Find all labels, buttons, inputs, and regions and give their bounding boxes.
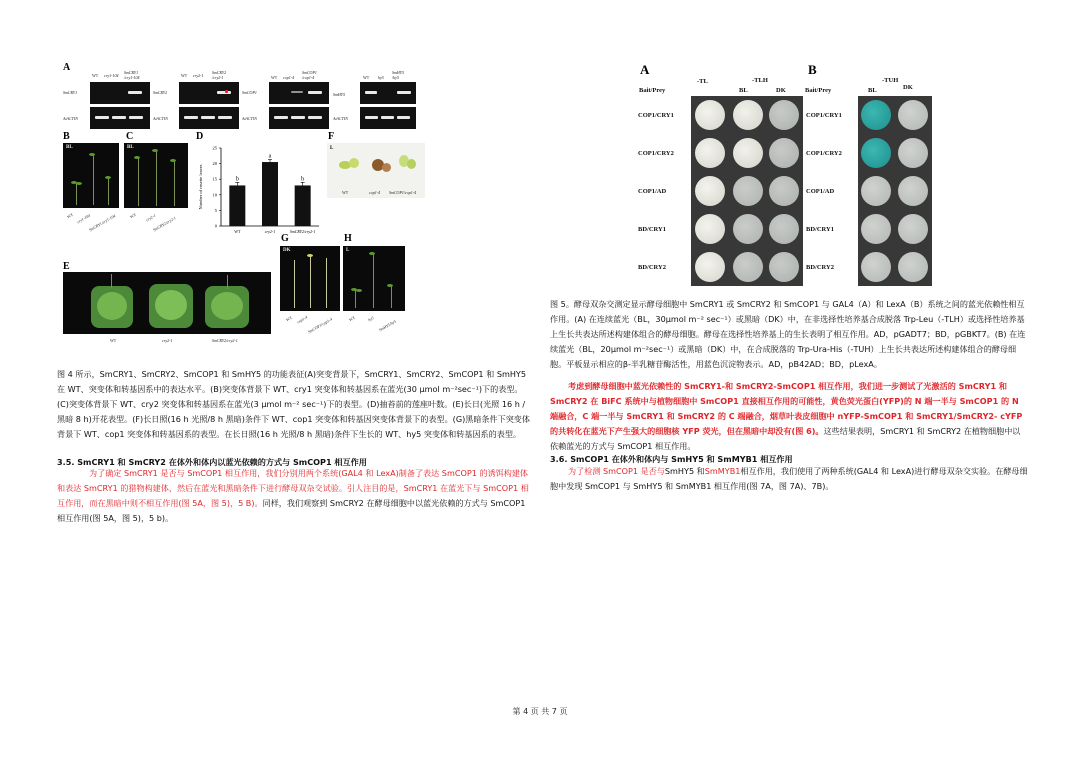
fig5a-plate <box>691 96 803 286</box>
panel-f-caption: SmCOP1/cop1-4 <box>389 190 417 195</box>
section-3-5-red-text: 为了确定 SmCRY1 是否与 SmCOP1 相互作用，我们分别用两个系统(GAL4 和 LexA)制备了表达 SmCOP1 的诱饵构建体和表达 SmCRY1 的猎物构建体，然后在蓝光和黑暗条件下进行酵母双杂交试验。引人注目的是，SmCRY1 在蓝光下与 SmCOP1 相互作用，而在黑暗中则不相互作用(图 5A，图 5)，5 B)。 <box>57 468 529 508</box>
y-tick-label: 15 <box>212 176 217 182</box>
panel-g-caption: WT <box>285 314 293 323</box>
yeast-row-label: BD/CRY2 <box>806 264 834 271</box>
figure-5-caption: 图 5。酵母双杂交测定显示酵母细胞中 SmCRY1 或 SmCRY2 和 SmCOP1 与 GAL4（A）和 LexA（B）系统之间的蓝光依赖性相互作用。(A) 在连续蓝光（BL，30μmol m⁻² sec⁻¹）或黑暗（DK）中，在非选择性培养基合成脱落 Trp-Leu（-TLH）或选择性培养基上生长共表达所述构建体组合的酵母细胞。酵母在选择性培养基上的生长表明了相互作用。AD，pGADT7；BD，pGBKT7。(B) 在连续蓝光（BL，20μmol m⁻²sec⁻¹）或黑暗（DK）中，在合成脱落的 Trp-Ura-His（-TUH）上生长共表达所述构建体组合的酵母细胞。平板显示相应的β-半乳糖苷酶活性，用蓝色沉淀物表示。AD，pB42AD；BD，pLexA。 <box>550 299 1026 369</box>
bar <box>262 162 278 226</box>
yeast-colony <box>695 252 725 282</box>
yeast-colony <box>769 100 799 130</box>
panel-e-letter: E <box>63 261 70 272</box>
yeast-colony <box>769 138 799 168</box>
panel-c-caption: WT <box>129 211 137 220</box>
panel-b-letter: B <box>63 131 70 142</box>
yeast-colony <box>733 176 763 206</box>
section-3-5-black-text: 同样，我们观察到 SmCRY2 在酵母细胞中以蓝光依赖的方式与 SmCOP1 相互作用(图 5A，图 5)，5 b)。 <box>57 498 526 523</box>
yeast-colony <box>769 252 799 282</box>
bifc-paragraph <box>550 379 1028 454</box>
bifc-red-text: 考虑到酵母细胞中蓝光依赖性的 SmCRY1-和 SmCRY2-SmCOP1 相互作用，我们进一步测试了光激活的 SmCRY1 和 SmCRY2 在 BiFC 系统中与植物细胞中 SmCOP1 直接相互作用的可能性，黄色荧光蛋白(YFP)的 N 端一半与 SmCOP1 的 N 端融合，C 端一半与 SmCRY1 和 SmCRY2 的 C 端融合，烟草叶表皮细胞中 nYFP-SmCOP1 和 SmCRY1/SmCRY2- cYFP 的共转化在蓝光下产生强大的细胞核 YFP 荧光，但在黑暗中却没有(图 6)。 <box>550 381 1023 436</box>
panel-f-caption: cop1-4 <box>369 190 381 195</box>
y-tick-label: 25 <box>212 145 217 151</box>
fig5b-plate <box>858 96 932 286</box>
gel-header-comp: SmCRY2 /cry2-1 <box>212 70 227 80</box>
panel-b-caption: WT <box>66 211 74 220</box>
figure-4-caption: 图 4 所示，SmCRY1、SmCRY2、SmCOP1 和 SmHY5 的功能表征(A)突变背景下，SmCRY1、SmCRY2、SmCOP1 和 SmHY5 在 WT、突变体和转基因系中的表达水平。(B)突变体背景下 WT、cry1 突变体和转基因系在蓝光(30 μmol m⁻²sec⁻¹)下的表型。(C)突变体背景下 WT、cry2 突变体和转基因系在蓝光(3 μmol m⁻² sec⁻¹)下的表型。(D)抽苔前的莲座叶数。(E)长日(光照 16 h /黑暗 8 h)开花表型。(F)长日照(16 h 光照/8 h 黑暗)条件下 WT、cop1 突变体和转基因突变体背景下的表型。(G)黑暗条件下突变体背景下 WT、cop1 突变体和转基因系的表型。在长日照(16 h 光照/8 h 黑暗)条件下生长的 WT、hy5 突变体和转基因系的表型。 <box>57 369 530 439</box>
gel-control-label: AtACTIN <box>153 116 168 121</box>
x-tick-label: WT <box>234 229 241 234</box>
panel-h-caption: hy5 <box>367 315 375 323</box>
y-tick-label: 5 <box>214 207 217 213</box>
yeast-colony <box>733 252 763 282</box>
panel-b-caption: SmCRY1/cry1-104 <box>88 213 117 233</box>
gel-control-label: AtACTIN <box>333 116 348 121</box>
yeast-row-label: COP1/CRY2 <box>806 150 842 157</box>
panel-e-caption: cry2-1 <box>162 338 173 343</box>
gel-header-wt: WT <box>92 73 99 78</box>
yeast-colony <box>898 252 928 282</box>
panel-e-caption: WT <box>110 338 117 343</box>
panel-g-light-label: DK <box>283 248 291 253</box>
panel-b-light-label: BL <box>66 145 73 150</box>
gel-control-label: AtACTIN <box>242 116 257 121</box>
yeast-row-label: BD/CRY1 <box>806 226 834 233</box>
yeast-colony <box>861 138 891 168</box>
fig5b-header-dk: DK <box>903 84 913 91</box>
significance-letter: b <box>301 176 305 183</box>
panel-c-letter: C <box>126 131 134 142</box>
gel-image <box>269 82 329 104</box>
yeast-colony <box>861 100 891 130</box>
x-tick-label: SmCRY2/cry2-1 <box>289 229 316 234</box>
yeast-row-label: COP1/AD <box>638 188 667 195</box>
gel-control-label: AtACTIN <box>63 116 78 121</box>
panel-h-light-label: L <box>346 248 350 253</box>
section-3-5-heading: 3.5. SmCRY1 和 SmCRY2 在体外和体内以蓝光依赖的方式与 SmCOP1 相互作用 <box>57 457 367 467</box>
yeast-row-label: BD/CRY2 <box>638 264 666 271</box>
gel-image <box>179 107 239 129</box>
yeast-row-label: COP1/CRY2 <box>638 150 674 157</box>
yeast-colony <box>769 176 799 206</box>
panel-g-letter: G <box>281 233 289 244</box>
panel-g-photo <box>280 246 340 311</box>
gel-image <box>360 107 416 129</box>
panel-c-photo <box>124 143 188 208</box>
fig5b-bait-prey: Bait/Prey <box>805 87 832 94</box>
gel-image <box>179 82 239 104</box>
yeast-colony <box>695 214 725 244</box>
section-3-6-black-1: SmHY5 和 <box>664 466 705 476</box>
gel-header-comp: SmCOP1 /cop1-4 <box>302 70 317 80</box>
panel-d-letter: D <box>196 131 204 142</box>
panel-c-caption: cry2-1 <box>145 212 157 223</box>
gel-header-mut: cop1-4 <box>283 75 295 80</box>
significance-letter: b <box>235 176 239 183</box>
gel-gene-label: SmHY5 <box>333 92 346 97</box>
fig5-panel-b-letter: B <box>808 62 817 77</box>
gel-image <box>269 107 329 129</box>
panel-e-photo <box>63 272 271 334</box>
fig5a-header-tl: -TL <box>697 78 708 85</box>
panel-c-caption: SmCRY2/cry2-1 <box>152 215 177 233</box>
page-number: 第 4 页 共 7 页 <box>512 707 568 716</box>
yeast-colony <box>898 138 928 168</box>
section-3-6-red-1: 为了检测 SmCOP1 是否与 <box>568 466 665 476</box>
gel-header-wt: WT <box>181 73 188 78</box>
yeast-colony <box>769 214 799 244</box>
section-3-6-body <box>550 464 1028 494</box>
y-tick-label: 10 <box>212 192 217 198</box>
section-3-6-red-2: SmMYB1 <box>704 466 741 476</box>
yeast-colony <box>695 138 725 168</box>
fig5-panel-a-letter: A <box>640 62 650 77</box>
panel-h-photo <box>343 246 405 311</box>
bifc-black-text: 这些结果表明，SmCRY1 和 SmCRY2 在植物细胞中以依赖蓝光的方式与 SmCOP1 相互作用。 <box>550 426 1021 451</box>
panel-a-letter: A <box>63 62 71 73</box>
fig5a-header-dk: DK <box>776 87 786 94</box>
fig5b-header-tuh: -TUH <box>882 77 899 84</box>
yeast-colony <box>733 214 763 244</box>
section-3-6-black-2: 相互作用，我们使用了两种系统(GAL4 和 LexA)进行酵母双杂交实验。在酵母细胞中发现 SmCOP1 与 SmHY5 和 SmMYB1 相互作用(图 7A，图 7A)、7B)。 <box>550 466 1028 491</box>
gel-header-comp: SmCRY1 /cry1-104 <box>124 70 140 80</box>
panel-d-chart <box>193 140 328 240</box>
gel-gene-label: SmCRY2 <box>153 90 168 95</box>
bar <box>229 185 245 226</box>
section-3-6-heading: 3.6. SmCOP1 在体外和体内与 SmHY5 和 SmMYB1 相互作用 <box>550 454 793 464</box>
fig5a-header-bl: BL <box>739 87 748 94</box>
panel-e-caption: SmCRY2/cry2-1 <box>212 338 238 343</box>
panel-b-photo <box>63 143 119 208</box>
panel-f-letter: F <box>328 131 335 142</box>
yeast-colony <box>695 176 725 206</box>
yeast-colony <box>733 138 763 168</box>
bar <box>295 185 311 226</box>
panel-h-caption: WT <box>348 314 356 323</box>
gel-image <box>90 82 150 104</box>
yeast-row-label: COP1/AD <box>806 188 835 195</box>
gel-header-wt: WT <box>271 75 278 80</box>
panel-h-letter: H <box>344 233 352 244</box>
section-3-5-body <box>57 466 533 526</box>
gel-image <box>90 107 150 129</box>
gel-header-mut: cry1-104 <box>104 73 119 78</box>
panel-g-caption: SmCOP1/cop1-4 <box>307 316 333 335</box>
gel-header-mut: cry2-1 <box>193 73 204 78</box>
yeast-colony <box>898 176 928 206</box>
yeast-colony <box>898 100 928 130</box>
panel-f-light-label: L <box>330 146 334 151</box>
fig5b-header-bl: BL <box>868 87 877 94</box>
panel-c-light-label: BL <box>127 145 134 150</box>
gel-header-comp: SmHY5 /hy5 <box>392 70 405 80</box>
yeast-row-label: BD/CRY1 <box>638 226 666 233</box>
significance-letter: a <box>268 153 272 160</box>
yeast-row-label: COP1/CRY1 <box>806 112 842 119</box>
yeast-colony <box>695 100 725 130</box>
y-tick-label: 20 <box>212 161 217 167</box>
fig5a-bait-prey: Bait/Prey <box>639 87 666 94</box>
gel-image <box>360 82 416 104</box>
fig5a-header-tlh: -TLH <box>752 77 768 84</box>
y-axis-label: Number of rosette leaves <box>198 164 203 210</box>
y-tick-label: 0 <box>214 223 217 229</box>
yeast-colony <box>898 214 928 244</box>
yeast-colony <box>733 100 763 130</box>
gel-header-mut: hy5 <box>378 75 384 80</box>
panel-b-caption: cry1-104 <box>76 212 92 225</box>
yeast-colony <box>861 176 891 206</box>
yeast-colony <box>861 252 891 282</box>
gel-gene-label: SmCOP1 <box>242 90 257 95</box>
yeast-row-label: COP1/CRY1 <box>638 112 674 119</box>
panel-f-caption: WT <box>342 190 349 195</box>
gel-header-wt: WT <box>363 75 370 80</box>
yeast-colony <box>861 214 891 244</box>
panel-h-caption: SmHY5/hy5 <box>378 318 397 333</box>
gel-gene-label: SmCRY1 <box>63 90 78 95</box>
panel-g-caption: cop1-4 <box>296 314 309 325</box>
x-tick-label: cry2-1 <box>264 229 276 234</box>
